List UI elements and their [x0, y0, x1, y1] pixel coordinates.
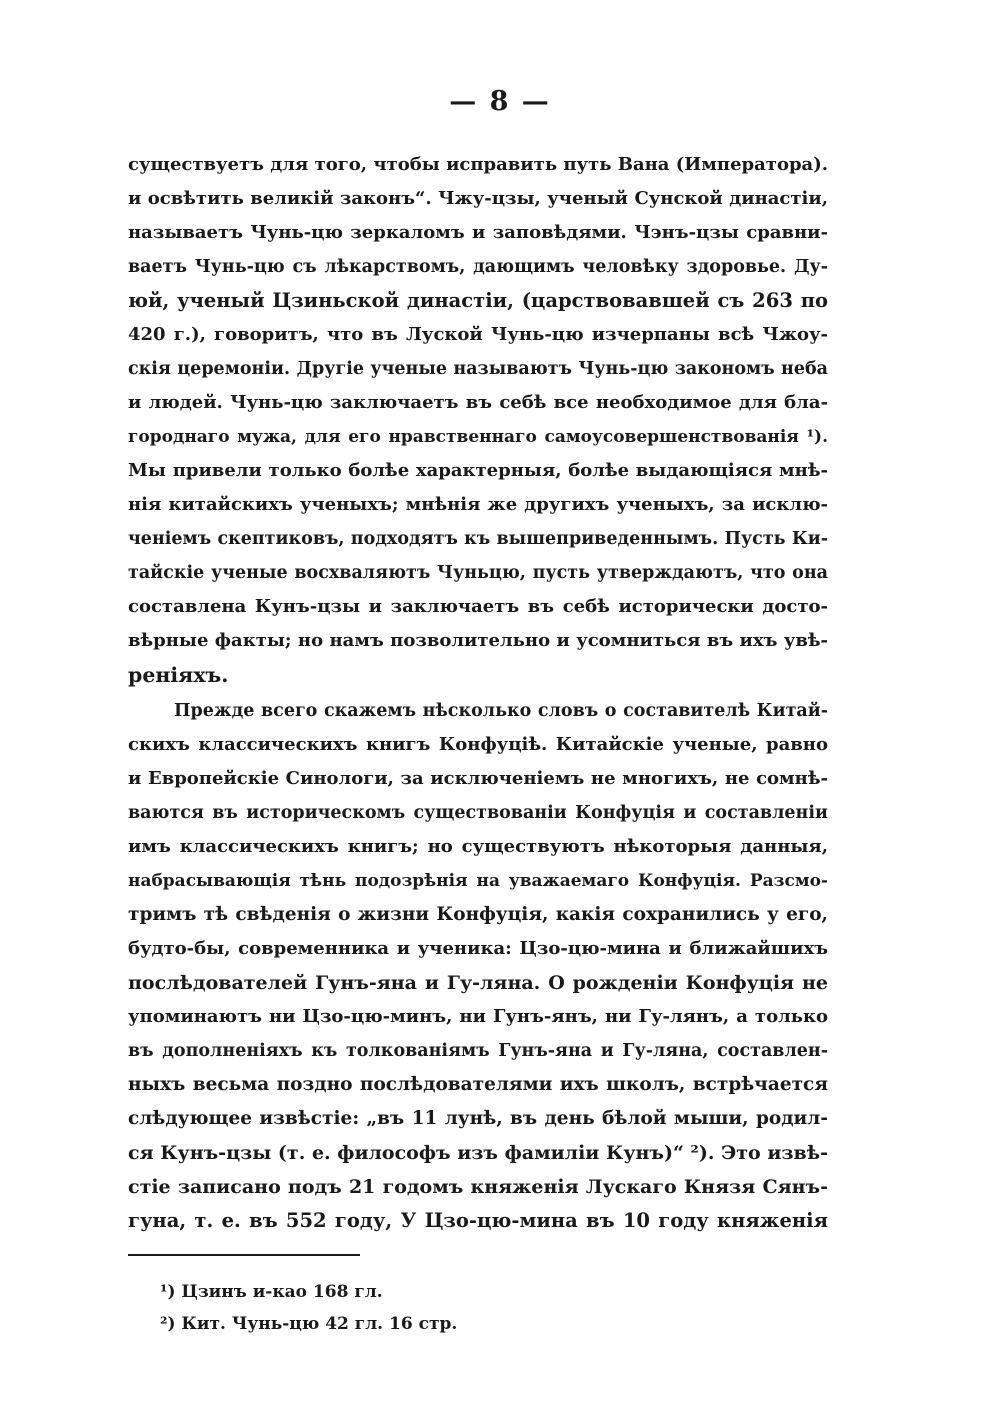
- text-line: нія китайскихъ ученыхъ; мнѣнія же другихъ ученыхъ, за исклю-: [128, 494, 828, 515]
- text-line: упоминаютъ ни Цзо-цю-минъ, ни Гунъ-янъ, ни Гу-лянъ, а только: [128, 1006, 828, 1027]
- text-line: реніяхъ.: [128, 663, 229, 687]
- text-line: существуетъ для того, чтобы исправить путь Вана (Императора).: [128, 154, 828, 175]
- text-line: и освѣтить великій законъ“. Чжу-цзы, ученый Сунской династіи,: [128, 188, 828, 209]
- footnote-divider: [128, 1254, 360, 1256]
- text-line: юй, ученый Цзиньской династіи, (царствовавшей съ 263 по: [128, 289, 828, 312]
- text-line: стіе записано подъ 21 годомъ княженія Лускаго Князя Сянъ-: [128, 1176, 828, 1198]
- footnotes: [160, 1276, 760, 1340]
- text-line: имъ классическихъ книгъ; но существуютъ нѣкоторыя данныя,: [128, 836, 828, 857]
- text-line: называетъ Чунь-цю зеркаломъ и заповѣдями. Чэнъ-цзы сравни-: [128, 222, 828, 243]
- page-number: — 8 —: [449, 86, 551, 117]
- main-text: [128, 148, 828, 1238]
- text-line: ченіемъ скептиковъ, подходятъ къ вышеприведеннымъ. Пусть Ки-: [128, 529, 828, 549]
- text-line: тримъ тѣ свѣденія о жизни Конфуція, какія сохранились у его,: [128, 904, 828, 925]
- text-line: гуна, т. е. въ 552 году, У Цзо-цю-мина въ 10 году княженія: [128, 1209, 828, 1232]
- text-line: послѣдователей Гунъ-яна и Гу-ляна. О рожденіи Конфуція не: [128, 972, 828, 994]
- text-line: въ дополненіяхъ къ толкованіямъ Гунъ-яна и Гу-ляна, составлен-: [128, 1041, 828, 1061]
- text-line: скихъ классическихъ книгъ Конфуціѣ. Китайскіе ученые, равно: [128, 734, 828, 755]
- text-line: Прежде всего скажемъ нѣсколько словъ о составителѣ Китай-: [174, 701, 828, 721]
- footnote-2: ²) Кит. Чунь-цю 42 гл. 16 стр.: [160, 1314, 458, 1334]
- text-line: городнаго мужа, для его нравственнаго самоусовершенствованія ¹).: [128, 427, 828, 447]
- text-line: слѣдующее извѣстіе: „въ 11 лунѣ, въ день бѣлой мыши, родил-: [128, 1108, 828, 1129]
- text-line: 420 г.), говоритъ, что въ Луской Чунь-цю изчерпаны всѣ Чжоу-: [128, 324, 828, 345]
- text-line: ваются въ историческомъ существованіи Конфуція и составленіи: [128, 803, 828, 823]
- text-line: и людей. Чунь-цю заключаетъ въ себѣ все необходимое для бла-: [128, 392, 828, 413]
- text-line: и Европейскіе Синологи, за исключеніемъ не многихъ, не сомнѣ-: [128, 768, 828, 789]
- text-line: тайскіе ученые восхваляютъ Чуньцю, пусть утверждаютъ, что она: [128, 563, 828, 583]
- text-line: составлена Кунъ-цзы и заключаетъ въ себѣ исторически досто-: [128, 596, 828, 617]
- text-line: вѣрные факты; но намъ позволительно и усомниться въ ихъ увѣ-: [128, 630, 828, 651]
- paragraph-1: [128, 148, 828, 692]
- text-line: ся Кунъ-цзы (т. е. философъ изъ фамиліи Кунъ)“ ²). Это извѣ-: [128, 1142, 828, 1164]
- text-line: будто-бы, современника и ученика: Цзо-цю-мина и ближайшихъ: [128, 938, 828, 959]
- paragraph-2: [128, 694, 828, 1238]
- text-line: Мы привели только болѣе характерныя, болѣе выдающіяся мнѣ-: [128, 460, 828, 481]
- text-line: набрасывающія тѣнь подозрѣнія на уважаемаго Конфуція. Разсмо-: [128, 871, 828, 891]
- text-line: ваетъ Чунь-цю съ лѣкарствомъ, дающимъ человѣку здоровье. Ду-: [128, 257, 828, 277]
- footnote-1: ¹) Цзинъ и-као 168 гл.: [160, 1282, 383, 1302]
- text-line: скія церемоніи. Другіе ученые называютъ Чунь-цю закономъ неба: [128, 359, 828, 379]
- text-line: ныхъ весьма поздно послѣдователями ихъ школъ, встрѣчается: [128, 1074, 828, 1095]
